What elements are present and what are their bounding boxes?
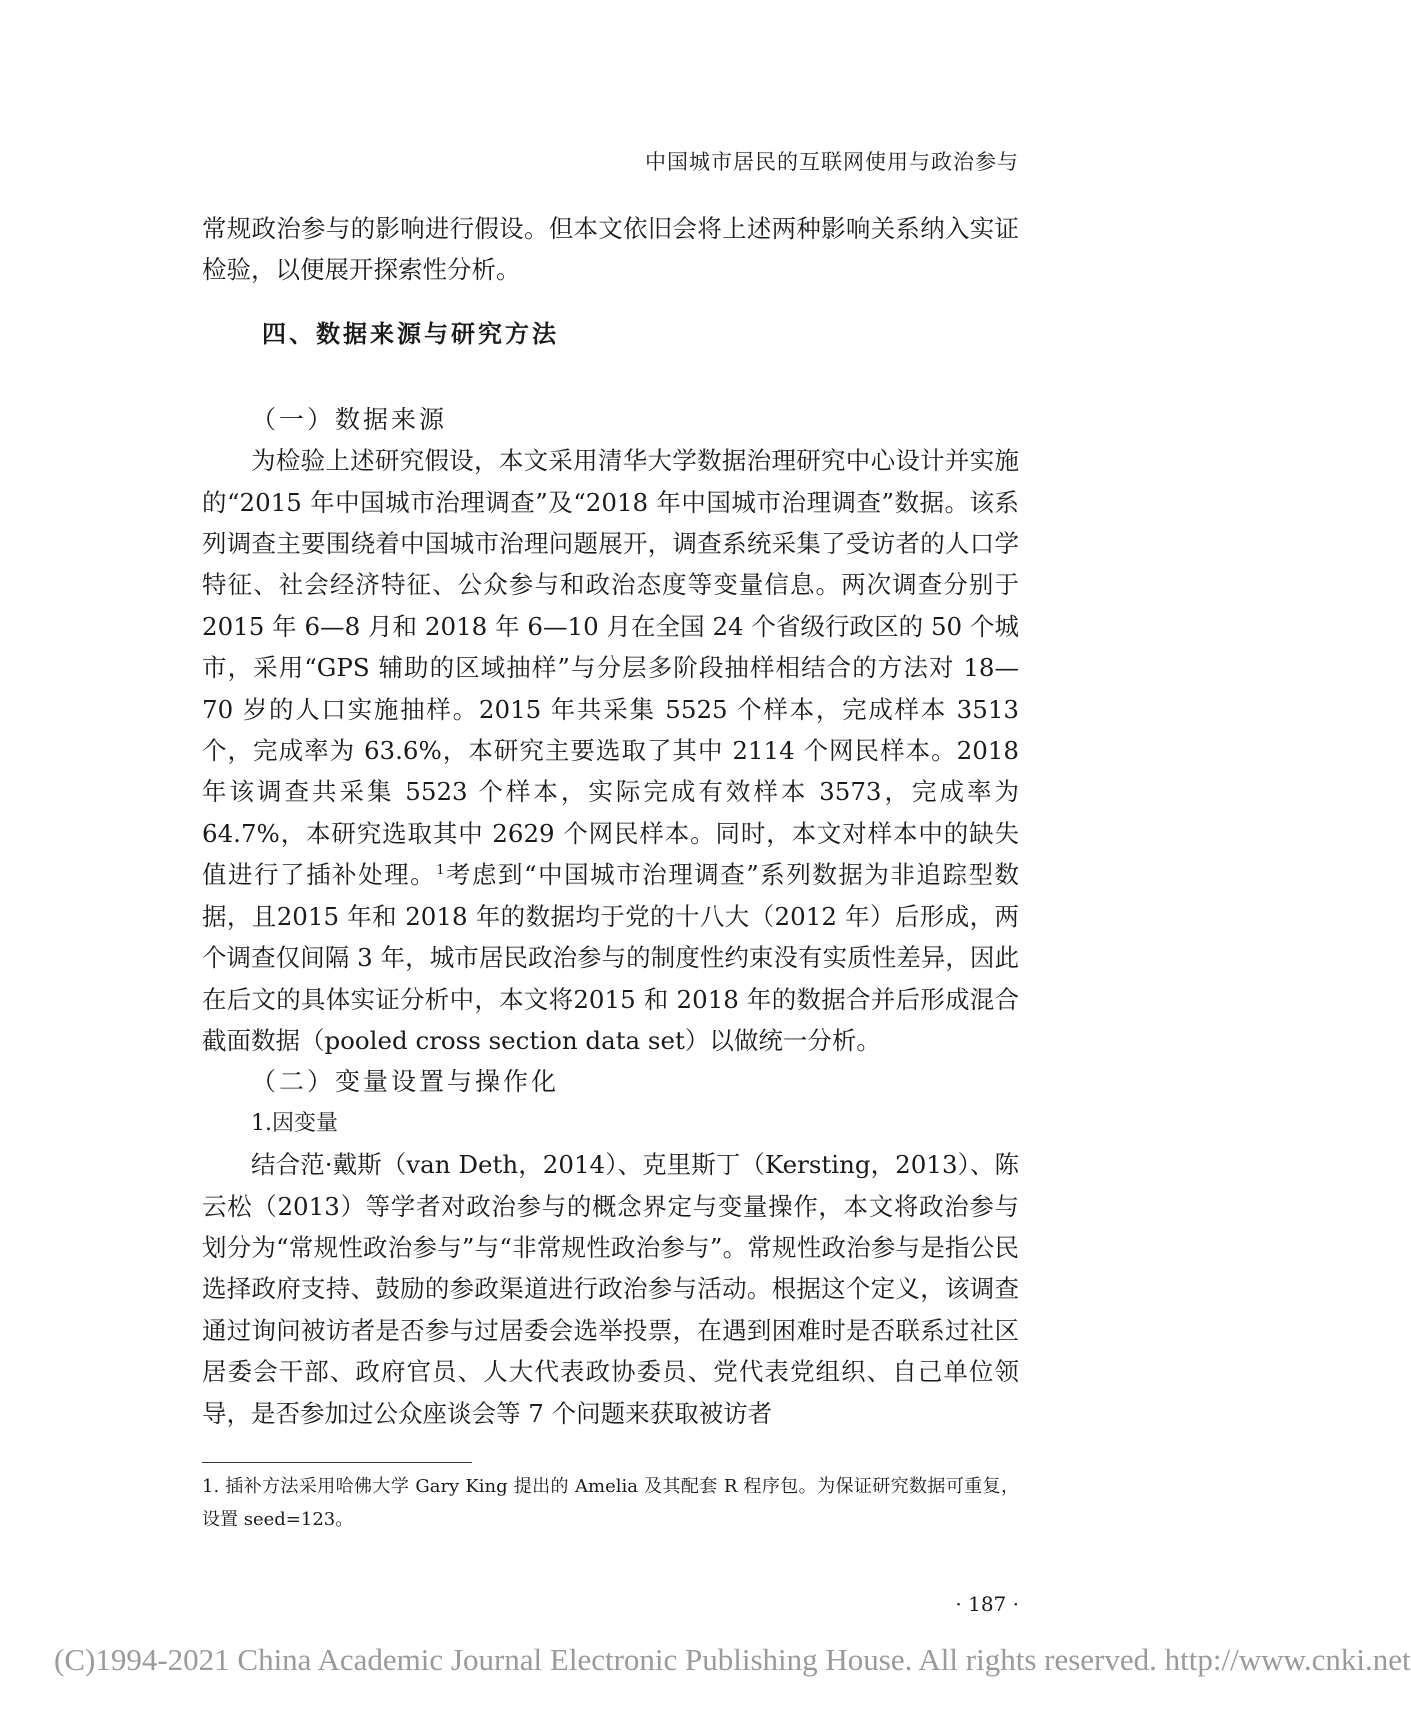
body-text xyxy=(202,208,1019,1434)
subsection-data-source: （一）数据来源 xyxy=(251,404,448,434)
footnote-divider xyxy=(202,1462,472,1463)
copyright-watermark: (C)1994-2021 China Academic Journal Electronic Publishing House. All rights reserved. http://www.cnki.net xyxy=(54,1642,1411,1677)
page-number: · 187 · xyxy=(955,1592,1019,1616)
running-head: 中国城市居民的互联网使用与政治参与 xyxy=(645,150,1019,174)
section-heading: 四、数据来源与研究方法 xyxy=(262,320,559,348)
footnote: 1. 插补方法采用哈佛大学 Gary King 提出的 Amelia 及其配套 R 程序包。为保证研究数据可重复，设置 seed=123。 xyxy=(202,1476,1019,1530)
data-source-text-1: 为检验上述研究假设，本文采用清华大学数据治理研究中心设计并实施的“2015 年中国城市治理调查”及“2018 年中国城市治理调查”数据。该系列调查主要围绕着中国城市治理问题展开，调查系统采集了受访者的人口学特征、社会经济特征、公众参与和政治态度等变量信息。两次调查分别于 2015 年 6—8 月和 2018 年 6—10 月在全国 24 个省级行政区的 50 个城市，采用“GPS 辅助的区域抽样”与分层多阶段抽样相结合的方法对 18—70 岁的人口实施抽样。2015 年共采集 5525 个样本，完成样本 3513 个，完成率为 63.6%，本研究主要选取了其中 2114 个网民样本。2018 年该调查共采集 5523 个样本，实际完成有效样本 3573，完成率为 64.7%，本研究选取其中 2629 个网民样本。同时，本文对样本中的缺失值进行了插补处理。 xyxy=(202,446,1019,890)
subsection-variables: （二）变量设置与操作化 xyxy=(251,1067,560,1097)
footnote-marker: 1 xyxy=(436,863,445,879)
continuation-paragraph: 常规政治参与的影响进行假设。但本文依旧会将上述两种影响关系纳入实证检验，以便展开探索性分析。 xyxy=(202,214,1019,285)
data-source-text-2: 考虑到“中国城市治理调查”系列数据为非追踪型数据，且2015 年和 2018 年的数据均于党的十八大（2012 年）后形成，两个调查仅间隔 3 年，城市居民政治参与的制度性约束没有实质性差异，因此在后文的具体实证分析中，本文将2015 和 2018 年的数据合并后形成混合截面数据（pooled cross section data set）以做统一分析。 xyxy=(202,860,1019,1055)
dependent-variable-paragraph: 结合范·戴斯（van Deth，2014）、克里斯丁（Kersting，2013）、陈云松（2013）等学者对政治参与的概念界定与变量操作，本文将政治参与划分为“常规性政治参与”与“非常规性政治参与”。常规性政治参与是指公民选择政府支持、鼓励的参政渠道进行政治参与活动。根据这个定义，该调查通过询问被访者是否参与过居委会选举投票，在遇到困难时是否联系过社区居委会干部、政府官员、人大代表政协委员、党代表党组织、自己单位领导，是否参加过公众座谈会等 7 个问题来获取被访者 xyxy=(202,1150,1019,1428)
dependent-variable-heading: 1.因变量 xyxy=(251,1110,338,1136)
data-source-paragraph xyxy=(202,440,1019,1061)
